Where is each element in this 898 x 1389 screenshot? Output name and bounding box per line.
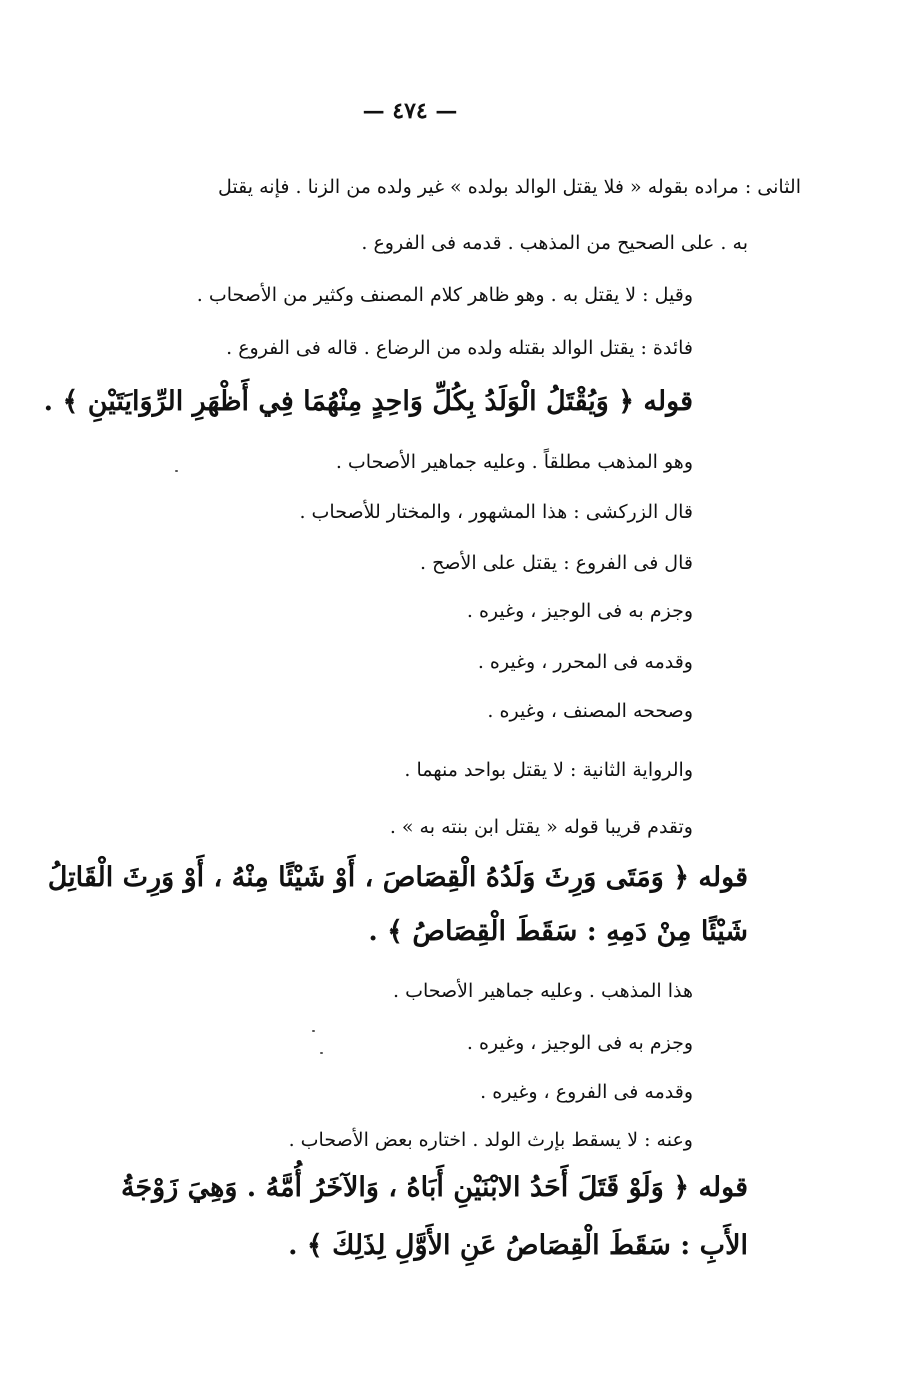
quote-heading-1: قوله ﴿ وَيُقْتَلُ الْوَلَدُ بِكُلِّ وَاحِدٍ مِنْهُمَا فِي أَظْهَرِ الرِّوَايَتَيْنِ ﴾ . (43, 386, 693, 417)
text-line-3: وقيل : لا يقتل به . وهو ظاهر كلام المصنف وكثير من الأصحاب . (196, 284, 693, 306)
quote-heading-3: قوله ﴿ وَلَوْ قَتَلَ أَحَدُ الابْنَيْنِ أَبَاهُ ، وَالآخَرُ أُمَّهُ . وَهِيَ زَوْجَةُ (120, 1172, 748, 1203)
text-line-8: قال فى الفروع : يقتل على الأصح . (420, 552, 693, 574)
text-line-9: وجزم به فى الوجيز ، وغيره . (466, 600, 693, 622)
text-line-13: وتقدم قريبا قوله « يقتل ابن بنته به » . (389, 816, 693, 838)
page-number: — ٤٧٤ — (362, 98, 458, 124)
text-line-19: وعنه : لا يسقط بإرث الولد . اختاره بعض الأصحاب . (288, 1129, 693, 1151)
text-line-6: وهو المذهب مطلقاً . وعليه جماهير الأصحاب . (335, 451, 693, 473)
text-line-10: وقدمه فى المحرر ، وغيره . (477, 651, 693, 673)
quote-heading-2-cont: شَيْئًا مِنْ دَمِهِ : سَقَطَ الْقِصَاصُ ﴾ . (368, 916, 748, 947)
quote-heading-2: قوله ﴿ وَمَتَى وَرِثَ وَلَدُهُ الْقِصَاصَ ، أَوْ شَيْئًا مِنْهُ ، أَوْ وَرِثَ الْقَاتِلُ (47, 862, 748, 893)
text-line-16: هذا المذهب . وعليه جماهير الأصحاب . (393, 980, 693, 1002)
text-line-18: وقدمه فى الفروع ، وغيره . (480, 1081, 693, 1103)
text-line-1: الثانى : مراده بقوله « فلا يقتل الوالد بولده » غير ولده من الزنا . فإنه يقتل (218, 176, 801, 198)
text-line-2: به . على الصحيح من المذهب . قدمه فى الفروع . (361, 232, 748, 254)
quote-heading-3-cont: الأَبِ : سَقَطَ الْقِصَاصُ عَنِ الأَوَّلِ لِذَلِكَ ﴾ . (288, 1230, 748, 1261)
text-line-12: والرواية الثانية : لا يقتل بواحد منهما . (404, 759, 693, 781)
text-line-4: فائدة : يقتل الوالد بقتله ولده من الرضاع . قاله فى الفروع . (226, 337, 693, 359)
print-speck (175, 470, 178, 472)
print-speck (312, 1030, 315, 1032)
text-line-7: قال الزركشى : هذا المشهور ، والمختار للأصحاب . (299, 501, 693, 523)
print-speck (320, 1052, 323, 1054)
text-line-11: وصححه المصنف ، وغيره . (487, 700, 693, 722)
text-line-17: وجزم به فى الوجيز ، وغيره . (466, 1032, 693, 1054)
